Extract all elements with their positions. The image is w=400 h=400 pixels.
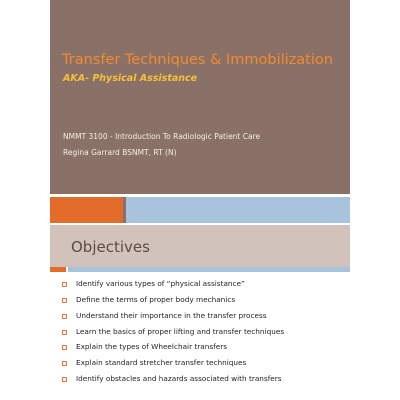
list-item-text: Explain standard stretcher transfer techniques: [76, 358, 247, 367]
list-item: [56, 328, 286, 336]
square-bullet-icon: [62, 361, 67, 366]
objectives-slide: [50, 225, 350, 400]
square-bullet-icon: [62, 314, 67, 319]
list-item-text: Understand their importance in the transfer process: [76, 311, 267, 320]
list-item-text: Identify various types of “physical assistance”: [76, 279, 245, 288]
blue-accent-bar: [126, 197, 350, 223]
list-item: [56, 375, 346, 383]
square-bullet-icon: [62, 377, 67, 382]
objectives-header: [50, 225, 350, 267]
objectives-title: Objectives: [71, 238, 150, 256]
list-item-text: Identify obstacles and hazards associated with transfers: [76, 374, 282, 383]
list-item: [56, 312, 346, 320]
author-name: Regina Garrard BSNMT, RT (N): [63, 148, 177, 157]
list-item: [56, 359, 346, 367]
list-item: [56, 343, 346, 351]
list-item: [56, 280, 346, 288]
slide-subtitle: AKA- Physical Assistance: [63, 73, 198, 84]
blue-accent-bar: [68, 267, 350, 272]
slide-title: Transfer Techniques & Immobilization: [62, 52, 333, 68]
course-name: NMMT 3100 - Introduction To Radiologic Patient Care: [63, 132, 261, 141]
list-item-text: Explain the types of Wheelchair transfers: [76, 342, 228, 351]
list-item-text: Define the terms of proper body mechanics: [76, 295, 236, 304]
list-item-text: Learn the basics of proper lifting and transfer techniques: [76, 327, 285, 336]
square-bullet-icon: [62, 282, 67, 287]
orange-accent-bar: [50, 267, 66, 272]
orange-accent-bar: [50, 197, 123, 223]
title-slide: [50, 0, 350, 223]
objectives-list: [56, 280, 346, 391]
list-item: [56, 296, 346, 304]
square-bullet-icon: [62, 298, 67, 303]
square-bullet-icon: [62, 345, 67, 350]
square-bullet-icon: [62, 330, 67, 335]
